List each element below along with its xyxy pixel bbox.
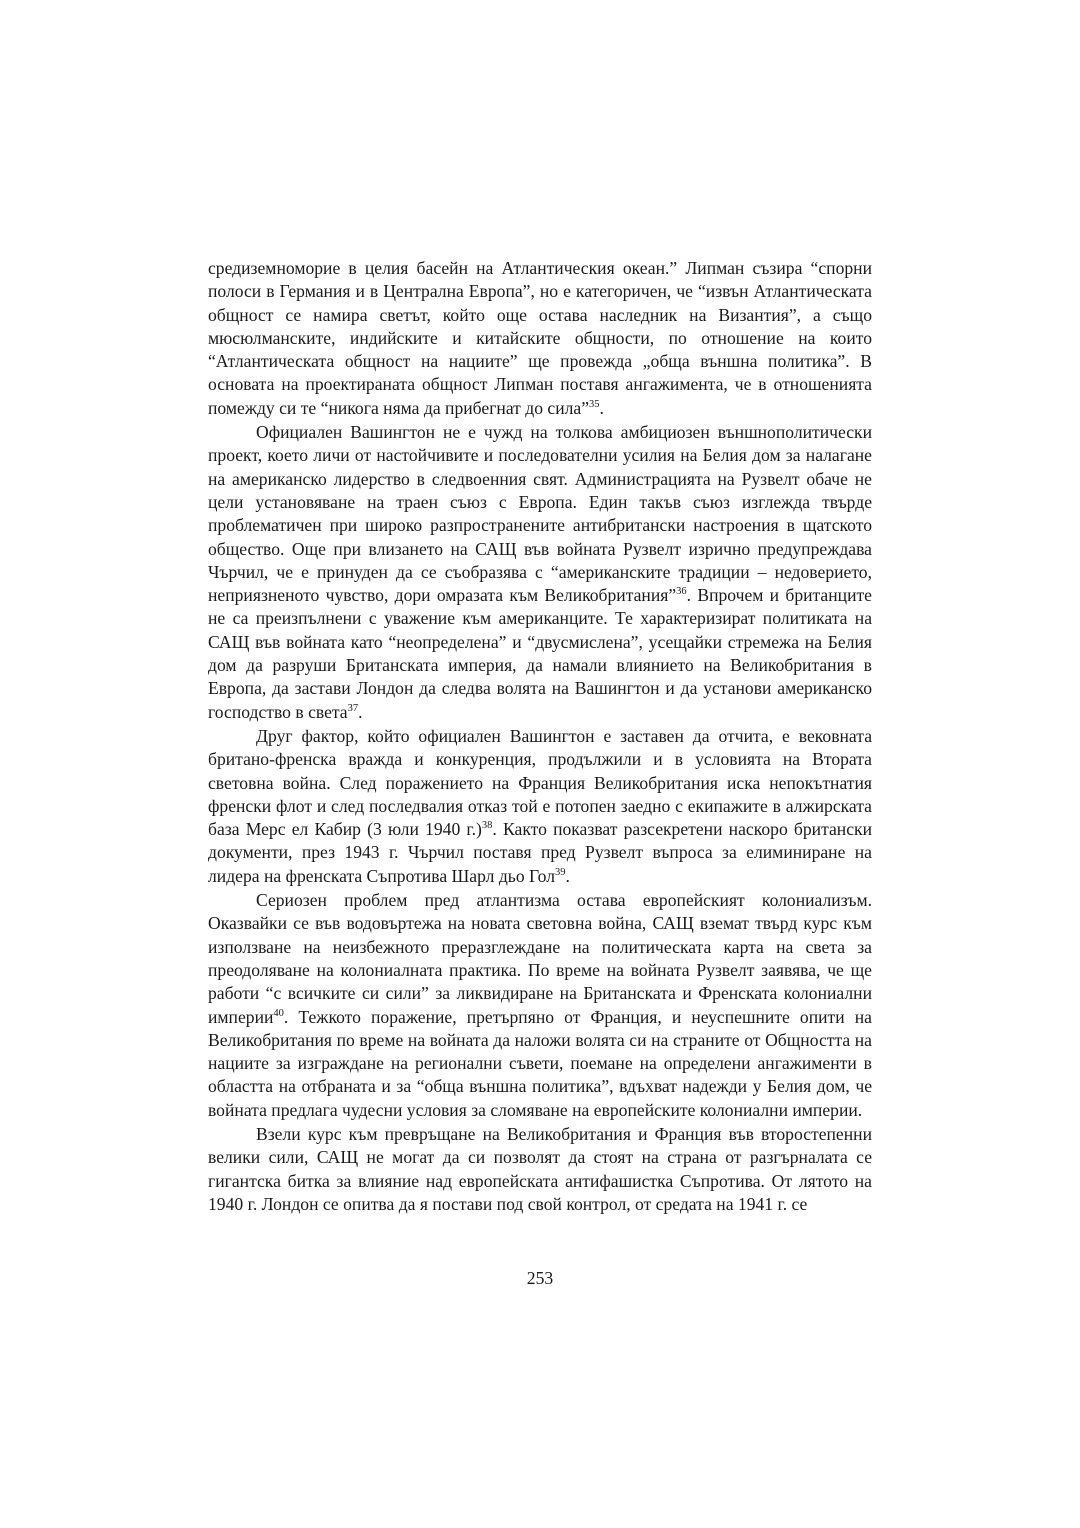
footnote-marker: 39 [555, 866, 566, 878]
paragraph [208, 889, 872, 1122]
text-segment: Взели курс към превръщане на Великобритания и Франция във второстепенни велики сили, САЩ не могат да си позволят да стоят на страна от разгърналата се гигантска битка за влияние над европейската антифашистка Съпротива. От лятото на 1940 г. Лондон се опитва да я постави под свой контрол, от средата на 1941 г. се [208, 1123, 872, 1214]
footnote-marker: 37 [347, 702, 359, 714]
text-segment: Официален Вашингтон не е чужд на толкова амбициозен външнополитически проект, което личи от настойчивите и последователни усилия на Белия дом за налагане на американско лидерство в следвоенния свят. Администрацията на Рузвелт обаче не цели установяване на траен съюз с Европа. Един такъв съюз изглежда твърде проблематичен при широко разпространените антибритански настроения в щатското общество. Още при влизането на САЩ във войната Рузвелт изрично предупреждава Чърчил, че е принуден да се съобразява с “американските традиции – недоверието, неприязненото чувство, дори омразата към Великобритания” [208, 422, 872, 606]
text-segment: . [358, 701, 363, 722]
text-segment: . [565, 865, 570, 886]
text-segment: Сериозен проблем пред атлантизма остава европейският колониализъм. Оказвайки се във водовъртежа на новата световна война, САЩ вземат твърд курс към използване на неизбежното преразглеждане на политическата карта на света за преодоляване на колониалната практика. По време на войната Рузвелт заявява, че ще работи “с всичките си сили” за ликвидиране на Британската и Френската колониални империи [208, 890, 872, 1027]
text-segment: . Тежкото поражение, претърпяно от Франция, и неуспешните опити на Великобритания по време на войната да наложи волята си на страните от Общността на нациите за изграждане на регионални съвети, поемане на определени ангажименти в областта на отбраната и за “обща външна политика”, вдъхват надежди у Белия дом, че войната предлага чудесни условия за сломяване на европейските колониални империи. [208, 1006, 872, 1120]
paragraph [208, 725, 872, 888]
page-number: 253 [526, 1268, 554, 1288]
text-segment: Друг фактор, който официален Вашингтон е заставен да отчита, е вековната британо-френска вражда и конкуренция, продължили и в условията на Втората световна война. След поражението на Франция Великобритания иска непокътнатия френски флот и след последвалия отказ той е потопен заедно с екипажите в алжирската база Мерс ел Кабир (3 юли 1940 г.) [208, 725, 872, 840]
text-segment: . Както показват разсекретени наскоро британски документи, през 1943 г. Чърчил поставя пред Рузвелт въпроса за елиминиране на лидера на френската Съпротива Шарл дьо Гол [208, 819, 872, 886]
footnote-marker: 35 [589, 398, 600, 410]
footnote-marker: 38 [481, 820, 493, 832]
paragraph [208, 257, 872, 420]
text-segment: средиземноморие в целия басейн на Атлантическия океан.” Липман съзира “спорни полоси в Германия и в Централна Европа”, но е категоричен, че “извън Атлантическата общност се намира светът, който още остава наследник на Византия”, а също мюсюлманските, индийските и китайските общности, по отношение на които “Атлантическата общност на нациите” ще провежда „обща външна политика”. В основата на проектираната общност Липман поставя ангажимента, че в отношенията помежду си те “никога няма да прибегнат до сила” [208, 258, 872, 418]
paragraph [208, 1123, 872, 1216]
text-segment: . Впрочем и британците не са преизпълнени с уважение към американците. Те характеризират политиката на САЩ във войната като “неопределена” и “двусмислена”, усещайки стремежа на Белия дом да разруши Британската империя, да намали влиянието на Великобритания в Европа, да застави Лондон да следва волята на Вашингтон и да установи американско господство в света [208, 585, 872, 722]
footnote-marker: 36 [676, 586, 687, 598]
body-text [208, 257, 872, 1217]
text-segment: . [599, 397, 604, 418]
paragraph [208, 421, 872, 724]
footnote-marker: 40 [273, 1007, 284, 1019]
